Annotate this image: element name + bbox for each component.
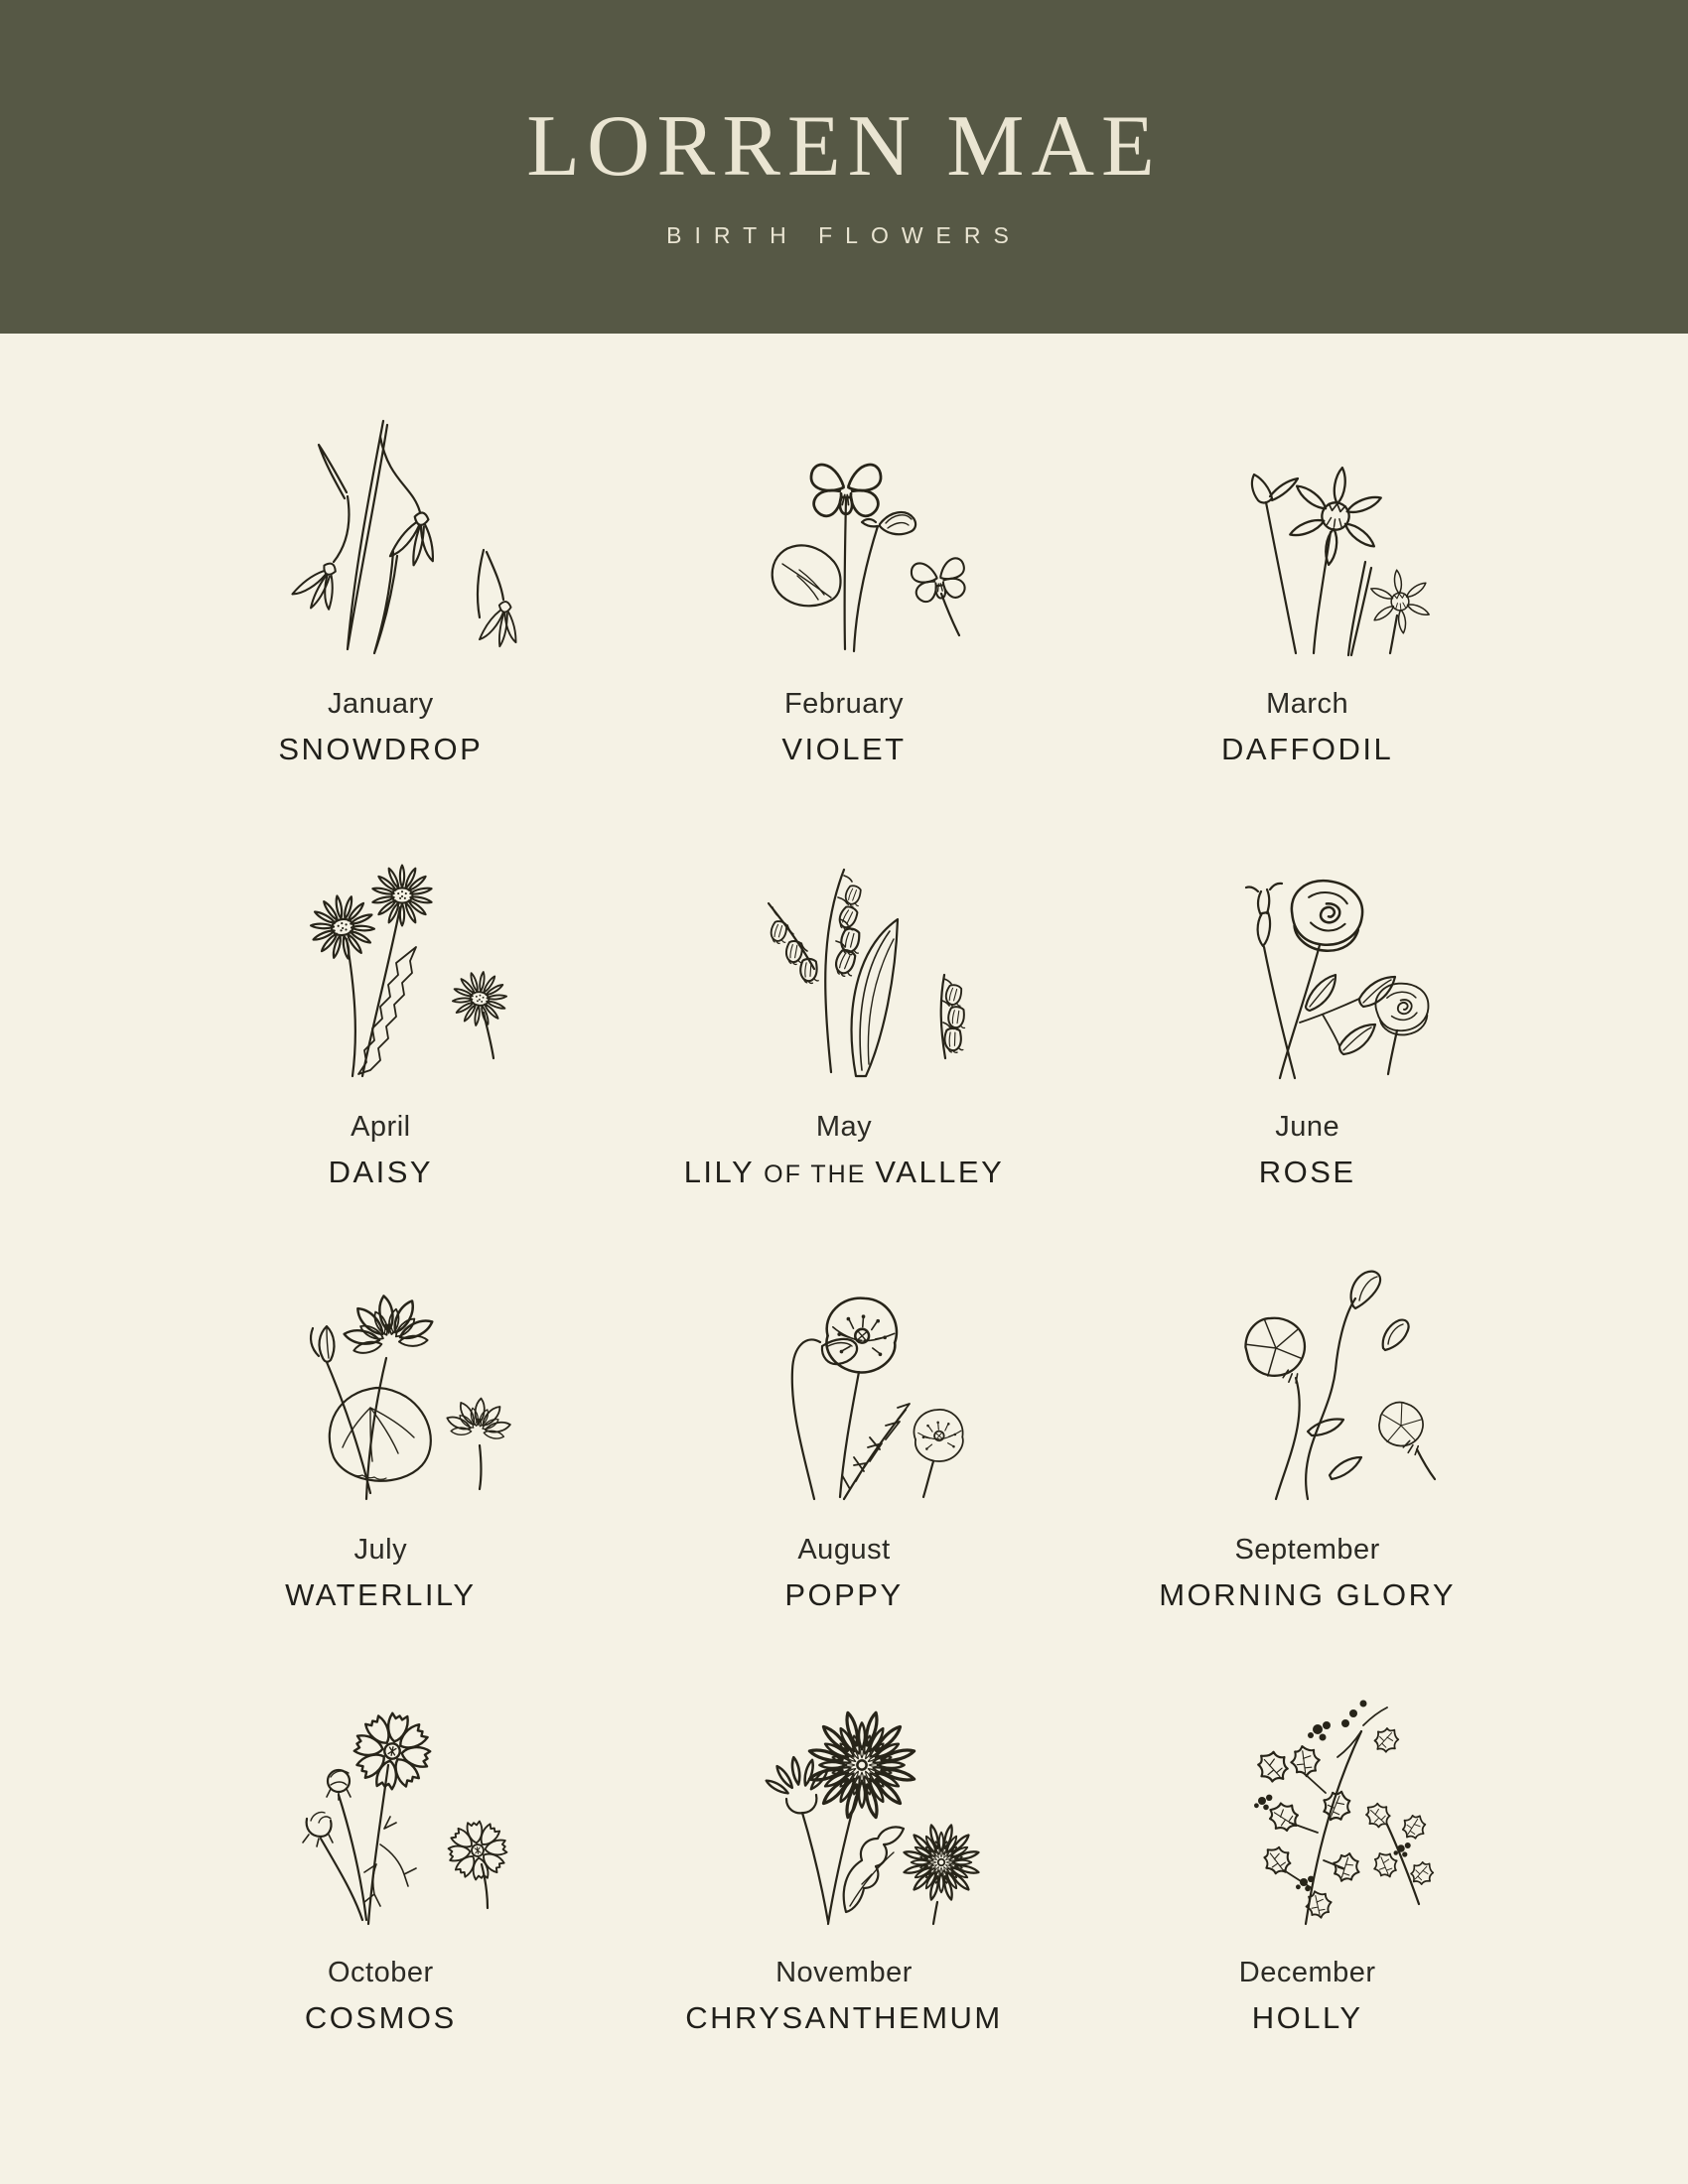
card-november	[613, 1674, 1076, 2097]
flower-name: WATERLILY	[285, 1576, 477, 1612]
card-august	[613, 1251, 1076, 1674]
daffodil-icon	[1159, 405, 1457, 669]
poppy-icon	[695, 1251, 993, 1515]
month-label: October	[327, 1957, 434, 1988]
card-september	[1075, 1251, 1539, 1674]
holly-icon	[1159, 1674, 1457, 1938]
month-label: November	[775, 1957, 913, 1988]
month-label: August	[797, 1534, 891, 1566]
card-december	[1075, 1674, 1539, 2097]
flower-name: MORNING GLORY	[1159, 1576, 1457, 1612]
lily-of-the-valley-icon	[695, 828, 993, 1092]
page-subtitle: BIRTH FLOWERS	[666, 221, 1022, 248]
flower-name: CHRYSANTHEMUM	[685, 1999, 1003, 2035]
month-label: February	[783, 688, 905, 720]
month-label: May	[815, 1111, 873, 1143]
violet-icon	[695, 405, 993, 669]
month-label: September	[1234, 1534, 1380, 1566]
birth-flower-grid	[149, 334, 1539, 2097]
page-title: LORREN MAE	[526, 97, 1162, 195]
card-june	[1075, 828, 1539, 1251]
month-label: April	[351, 1111, 411, 1143]
month-label: December	[1238, 1957, 1376, 1988]
flower-name: COSMOS	[304, 1999, 457, 2035]
flower-name: SNOWDROP	[278, 731, 484, 766]
waterlily-icon	[231, 1251, 529, 1515]
card-october	[149, 1674, 613, 2097]
card-january	[149, 405, 613, 828]
month-label: March	[1266, 688, 1349, 720]
flower-name: LILY OF THE VALLEY	[683, 1154, 1005, 1189]
card-february	[613, 405, 1076, 828]
flower-name: POPPY	[784, 1576, 904, 1612]
flower-name: DAFFODIL	[1221, 731, 1394, 766]
month-label: June	[1275, 1111, 1340, 1143]
card-april	[149, 828, 613, 1251]
flower-name: ROSE	[1258, 1154, 1356, 1189]
flower-name: VIOLET	[781, 731, 907, 766]
chrysanthemum-icon	[695, 1674, 993, 1938]
card-july	[149, 1251, 613, 1674]
morning-glory-icon	[1159, 1251, 1457, 1515]
flower-name: HOLLY	[1251, 1999, 1363, 2035]
snowdrop-icon	[231, 405, 529, 669]
month-label: July	[353, 1534, 408, 1566]
header-banner	[0, 0, 1688, 334]
card-may	[613, 828, 1076, 1251]
daisy-icon	[231, 828, 529, 1092]
month-label: January	[327, 688, 434, 720]
flower-name: DAISY	[328, 1154, 434, 1189]
card-march	[1075, 405, 1539, 828]
cosmos-icon	[231, 1674, 529, 1938]
rose-icon	[1159, 828, 1457, 1092]
